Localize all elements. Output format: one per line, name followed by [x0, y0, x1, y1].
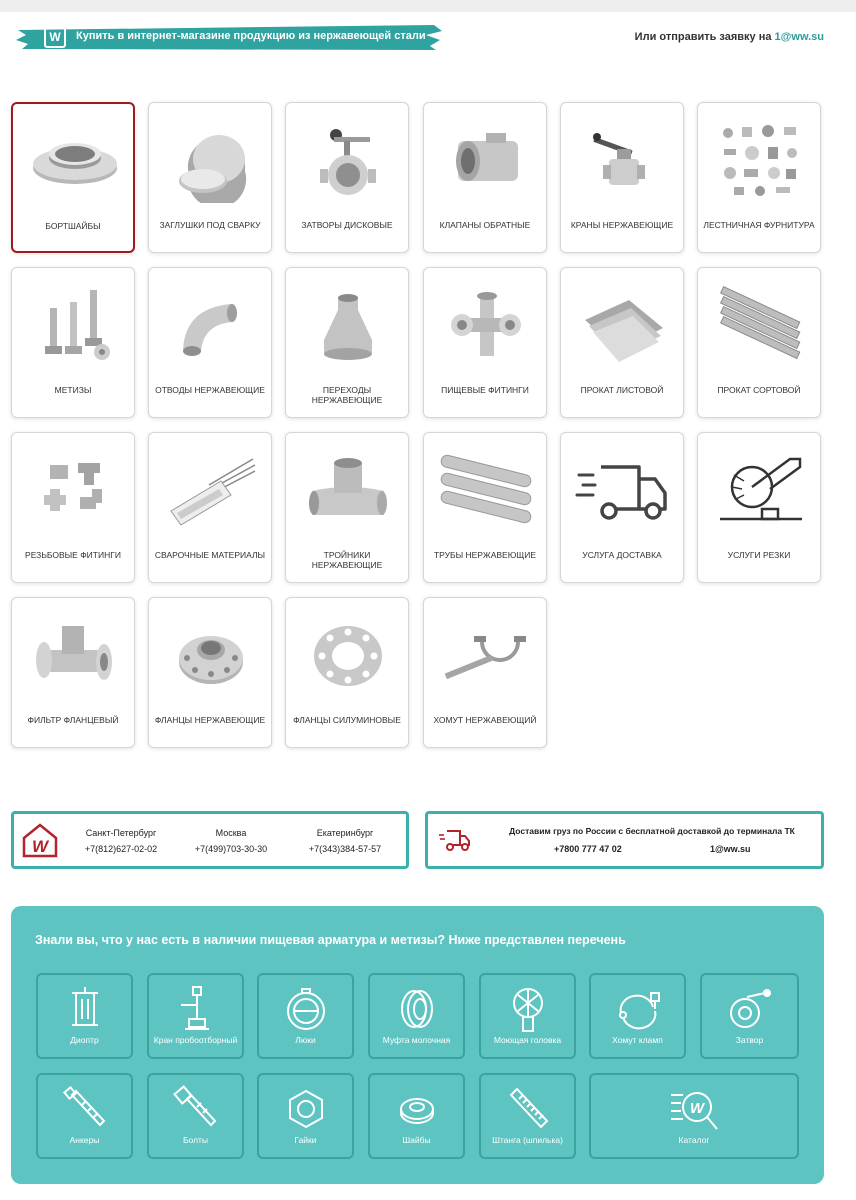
promo-tile-homut-klamp[interactable]: [589, 973, 686, 1059]
promo-tile-moyushchaya[interactable]: [479, 973, 576, 1059]
anchor-icon: [60, 1085, 110, 1133]
catalog-card-label: ЗАГЛУШКИ ПОД СВАРКУ: [159, 220, 261, 230]
threaded-rod-icon: [503, 1085, 553, 1133]
catalog-card-label: УСЛУГА ДОСТАВКА: [582, 550, 662, 560]
catalog-card-truby[interactable]: [423, 432, 547, 583]
weld-cap-icon: [161, 115, 261, 203]
washer-icon: [392, 1085, 442, 1133]
top-strip: [0, 0, 856, 12]
delivery-title: Доставим груз по России с бесплатной доставкой до терминала ТК: [509, 826, 795, 836]
catalog-card-svarochnye[interactable]: [148, 432, 272, 583]
promo-tile-shtanga[interactable]: [479, 1073, 576, 1159]
catalog-card-label: СВАРОЧНЫЕ МАТЕРИАЛЫ: [154, 550, 266, 560]
dairy-coupling-icon: [392, 985, 442, 1033]
bar-stock-icon: [710, 280, 810, 368]
shutter-valve-icon: [725, 985, 775, 1033]
catalog-card-label: РЕЗЬБОВЫЕ ФИТИНГИ: [25, 550, 121, 560]
ball-valve-icon: [573, 115, 673, 203]
catalog-card-flantsy-nerzh[interactable]: [148, 597, 272, 748]
sheet-metal-icon: [573, 280, 673, 368]
city-name: Москва: [215, 828, 247, 838]
catalog-card-filtr[interactable]: [11, 597, 135, 748]
promo-tile-label: Люки: [295, 1035, 316, 1045]
catalog-card-label: ПРОКАТ ЛИСТОВОЙ: [580, 385, 664, 395]
catalog-card-label: МЕТИЗЫ: [54, 385, 92, 395]
cutting-saw-icon: [710, 445, 810, 533]
catalog-card-zaglushki[interactable]: [148, 102, 272, 253]
catalog-card-prokat-sortovoy[interactable]: [697, 267, 821, 418]
promo-tile-gayki[interactable]: [257, 1073, 354, 1159]
catalog-card-label: КРАНЫ НЕРЖАВЕЮЩИЕ: [570, 220, 674, 230]
catalog-card-zatvory[interactable]: [285, 102, 409, 253]
delivery-truck-small-icon: [438, 828, 470, 852]
catalog-search-icon: [669, 1085, 719, 1133]
order-prefix: Или отправить заявку на: [634, 31, 775, 43]
clamp-icon: [613, 985, 663, 1033]
catalog-card-krany[interactable]: [560, 102, 684, 253]
pipes-icon: [436, 445, 536, 533]
catalog-card-label: ПЕРЕХОДЫ НЕРЖАВЕЮЩИЕ: [311, 385, 383, 405]
catalog-card-label: ФЛАНЦЫ НЕРЖАВЕЮЩИЕ: [154, 715, 266, 725]
promo-tile-label: Болты: [182, 1135, 209, 1145]
promo-tile-mufta[interactable]: [368, 973, 465, 1059]
promo-tile-label: Моющая головка: [493, 1035, 562, 1045]
promo-tile-katalog[interactable]: [589, 1073, 799, 1159]
delivery-phone[interactable]: +7800 777 47 02: [554, 844, 622, 854]
pipe-clamp-icon: [436, 610, 536, 698]
promo-tile-label: Каталог: [678, 1135, 710, 1145]
welding-rods-icon: [161, 445, 261, 533]
reducer-icon: [298, 280, 398, 368]
promo-title: Знали вы, что у нас есть в наличии пищевая арматура и метизы? Ниже представлен перечень: [35, 933, 626, 947]
hatch-icon: [281, 985, 331, 1033]
collar-flange-icon: [25, 116, 125, 204]
catalog-card-metizy[interactable]: [11, 267, 135, 418]
promo-tile-label: Диоптр: [70, 1035, 99, 1045]
catalog-card-otvody[interactable]: [148, 267, 272, 418]
catalog-card-label: ОТВОДЫ НЕРЖАВЕЮЩИЕ: [155, 385, 265, 395]
catalog-card-label: БОРТШАЙБЫ: [45, 221, 101, 231]
catalog-card-lestnichnaya[interactable]: [697, 102, 821, 253]
nut-icon: [281, 1085, 331, 1133]
delivery-box: [425, 811, 824, 869]
city-name: Екатеринбург: [316, 828, 374, 838]
catalog-card-homut[interactable]: [423, 597, 547, 748]
catalog-card-label: ЗАТВОРЫ ДИСКОВЫЕ: [301, 220, 393, 230]
order-request-line: [635, 31, 824, 43]
catalog-card-prokat-listovoy[interactable]: [560, 267, 684, 418]
catalog-card-flantsy-silum[interactable]: [285, 597, 409, 748]
promo-panel: [11, 906, 824, 1184]
catalog-card-label: ЛЕСТНИЧНАЯ ФУРНИТУРА: [703, 220, 815, 230]
catalog-card-troyniki[interactable]: [285, 432, 409, 583]
catalog-card-klapany[interactable]: [423, 102, 547, 253]
elbow-icon: [161, 280, 261, 368]
banner-text: Купить в интернет-магазине продукцию из нержавеющей стали: [76, 30, 426, 42]
catalog-card-label: КЛАПАНЫ ОБРАТНЫЕ: [439, 220, 531, 230]
order-email-link[interactable]: 1@ww.su: [774, 31, 824, 43]
catalog-card-label: ХОМУТ НЕРЖАВЕЮЩИЙ: [433, 715, 537, 725]
city-phone[interactable]: +7(343)384-57-57: [308, 844, 382, 854]
promo-tile-bolty[interactable]: [147, 1073, 244, 1159]
promo-tile-label: Шайбы: [402, 1135, 431, 1145]
brand-logo: W: [44, 26, 66, 48]
tee-icon: [298, 445, 398, 533]
city-ekb: [290, 828, 400, 854]
promo-tile-label: Анкеры: [69, 1135, 100, 1145]
promo-tile-shayby[interactable]: [368, 1073, 465, 1159]
catalog-card-rezbovye[interactable]: [11, 432, 135, 583]
catalog-card-pishchevye[interactable]: [423, 267, 547, 418]
bolts-icon: [24, 280, 124, 368]
food-fittings-icon: [436, 280, 536, 368]
promo-tile-zatvor[interactable]: [700, 973, 799, 1059]
threaded-fittings-icon: [24, 445, 124, 533]
svg-text:W: W: [31, 837, 49, 856]
city-moscow: [176, 828, 286, 854]
railing-fittings-icon: [710, 115, 810, 203]
sight-glass-icon: [60, 985, 110, 1033]
promo-tile-label: Гайки: [294, 1135, 317, 1145]
check-valve-icon: [436, 115, 536, 203]
city-phone[interactable]: +7(499)703-30-30: [194, 844, 268, 854]
delivery-truck-icon: [573, 445, 673, 533]
promo-tile-dioptr[interactable]: [36, 973, 133, 1059]
catalog-card-label: ФИЛЬТР ФЛАНЦЕВЫЙ: [27, 715, 119, 725]
contacts-box: [11, 811, 409, 869]
sample-valve-icon: [171, 985, 221, 1033]
cleaning-head-icon: [503, 985, 553, 1033]
catalog-card-label: УСЛУГИ РЕЗКИ: [727, 550, 791, 560]
catalog-card-label: ТРУБЫ НЕРЖАВЕЮЩИЕ: [433, 550, 537, 560]
catalog-card-label: ПРОКАТ СОРТОВОЙ: [717, 385, 801, 395]
promo-tile-label: Затвор: [735, 1035, 764, 1045]
butterfly-valve-icon: [298, 115, 398, 203]
promo-tile-label: Хомут кламп: [612, 1035, 663, 1045]
catalog-card-perehody[interactable]: [285, 267, 409, 418]
steel-flange-icon: [161, 610, 261, 698]
promo-tile-label: Кран пробоотборный: [153, 1035, 238, 1045]
promo-tile-label: Штанга (шпилька): [492, 1135, 563, 1145]
bolt-icon: [171, 1085, 221, 1133]
promo-tile-lyuki[interactable]: [257, 973, 354, 1059]
promo-tile-label: Муфта молочная: [382, 1035, 451, 1045]
city-name: Санкт-Петербург: [85, 828, 157, 838]
catalog-card-rezki[interactable]: [697, 432, 821, 583]
silumin-flange-icon: [298, 610, 398, 698]
brand-house-logo: [22, 822, 58, 858]
catalog-card-label: ТРОЙНИКИ НЕРЖАВЕЮЩИЕ: [311, 550, 383, 570]
catalog-card-dostavka[interactable]: [560, 432, 684, 583]
promo-tile-ankery[interactable]: [36, 1073, 133, 1159]
city-spb: [66, 828, 176, 854]
flange-filter-icon: [24, 610, 124, 698]
catalog-card-label: ПИЩЕВЫЕ ФИТИНГИ: [441, 385, 529, 395]
promo-tile-kran[interactable]: [147, 973, 244, 1059]
catalog-card-bortshaiby[interactable]: [11, 102, 135, 253]
delivery-email[interactable]: 1@ww.su: [710, 844, 751, 854]
svg-text:W: W: [689, 1100, 705, 1117]
shop-banner[interactable]: [14, 22, 444, 52]
city-phone[interactable]: +7(812)627-02-02: [84, 844, 158, 854]
catalog-card-label: ФЛАНЦЫ СИЛУМИНОВЫЕ: [293, 715, 401, 725]
